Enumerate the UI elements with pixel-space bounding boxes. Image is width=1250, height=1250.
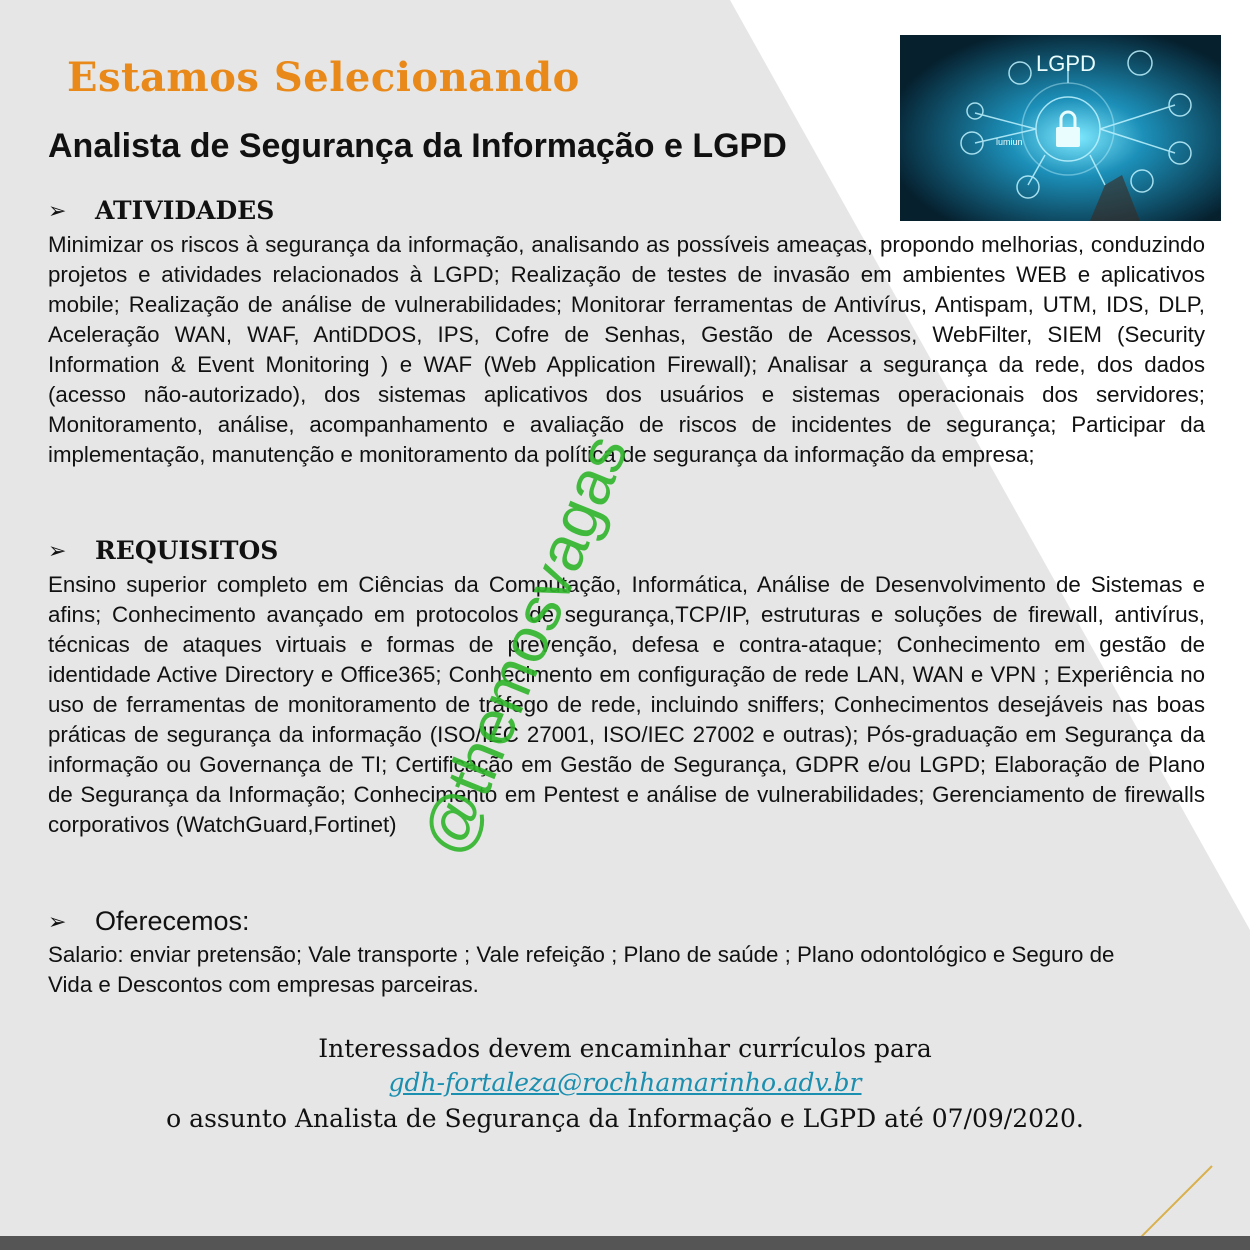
section-requisitos-heading <box>48 536 278 565</box>
position-title: Analista de Segurança da Informação e LGPD <box>48 127 787 165</box>
arrow-bullet-icon: ➢ <box>48 908 67 934</box>
section-oferecemos-heading <box>48 906 250 937</box>
page-title: Estamos Selecionando <box>67 54 580 101</box>
brand-label: lumiun <box>996 137 1023 147</box>
section-label: Oferecemos: <box>95 906 250 936</box>
atividades-text: Minimizar os riscos à segurança da informação, analisando as possíveis ameaças, propondo melhorias, conduzindo projetos e atividades relacionados à LGPD; Realização de testes de invasão em ambientes WEB e aplicativos mobile; Realização de análise de vulnerabilidades; Monitorar ferramentas de Antivírus, Antispam, UTM, IDS, DLP, Aceleração WAN, WAF, AntiDDOS, IPS, Cofre de Senhas, Gestão de Acessos, WebFilter, SIEM (Security Information & Event Monitoring ) e WAF (Web Application Firewall); Analisar a segurança da rede, dos dados (acesso não-autorizado), dos sistemas aplicativos dos usuários e sistemas operacionais dos servidores; Monitoramento, análise, acompanhamento e avaliação de riscos de incidentes de segurança; Participar da implementação, manutenção e monitoramento da política de segurança da informação da empresa; <box>48 232 1205 467</box>
arrow-bullet-icon: ➢ <box>48 537 67 563</box>
lgpd-hero-image <box>900 35 1221 221</box>
watermark: @themosvagas <box>407 425 642 866</box>
section-label: ATIVIDADES <box>95 196 275 225</box>
section-atividades-heading <box>48 196 274 225</box>
requisitos-text: Ensino superior completo em Ciências da Computação, Informática, Análise de Desenvolvimento de Sistemas e afins; Conhecimento avançado em protocolos de segurança,TCP/IP, estruturas e soluções de firewall, antivírus, técnicas de ataques virtuais e formas de prevenção, defesa e contra-ataque; Conhecimento em gestão de identidade Active Directory e Office365; Conhecimento em configuração de rede LAN, WAN e VPN ; Experiência no uso de ferramentas de monitoramento de tráfego de rede, incluindo sniffers; Conhecimentos desejáveis nas boas práticas de segurança da informação (ISO/IEC 27001, ISO/IEC 27002 e outras); Pós-graduação em Segurança da informação ou Governança de TI; Certificação em Gestão de Segurança, GDPR e/ou LGPD; Elaboração de Plano de Segurança da Informação; Conhecimento em Pentest e análise de vulnerabilidades; Gerenciamento de firewalls corporativos (WatchGuard,Fortinet) <box>48 572 1205 837</box>
footer-instruction: Interessados devem encaminhar currículos para <box>318 1034 932 1063</box>
oferecemos-text: Salario: enviar pretensão; Vale transporte ; Vale refeição ; Plano de saúde ; Plano odontológico e Seguro de Vida e Descontos com empresas parceiras. <box>48 942 1115 997</box>
section-label: REQUISITOS <box>95 536 279 565</box>
footer-subject-deadline: o assunto Analista de Segurança da Informação e LGPD até 07/09/2020. <box>166 1104 1084 1133</box>
lgpd-label: LGPD <box>1036 51 1096 76</box>
contact-email-link[interactable]: gdh-fortaleza@rochhamarinho.adv.br <box>388 1068 862 1097</box>
arrow-bullet-icon: ➢ <box>48 197 67 223</box>
